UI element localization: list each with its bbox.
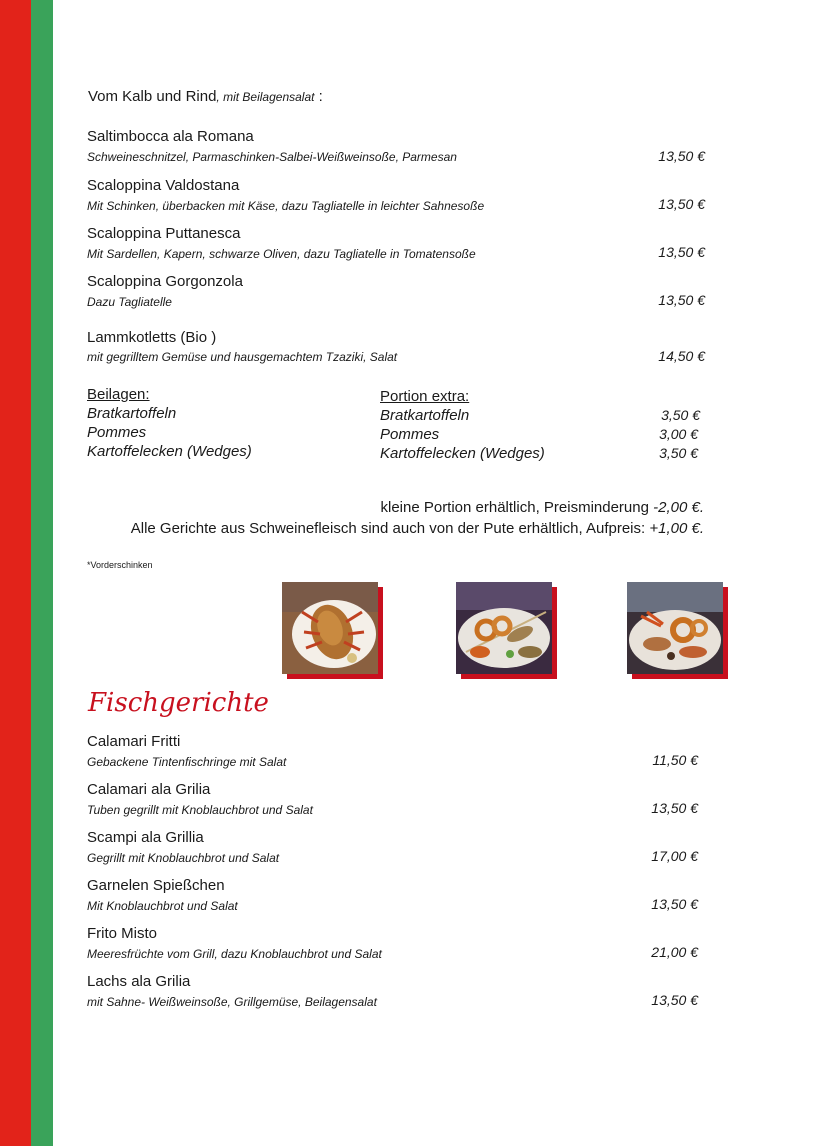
extra-portion-price: 3,00 € [659, 426, 698, 442]
menu-item-name: Saltimbocca ala Romana [87, 128, 254, 145]
menu-item-description: mit Sahne- Weißweinsoße, Grillgemüse, Beilagensalat [87, 995, 377, 1009]
seafood-skewer-photo [456, 582, 552, 674]
section-heading-subtitle: , mit Beilagensalat [216, 90, 315, 104]
menu-item-price: 17,00 € [651, 848, 698, 864]
menu-item-name: Lammkotletts (Bio ) [87, 329, 217, 346]
menu-item-description: Gegrillt mit Knoblauchbrot und Salat [87, 851, 280, 865]
extra-portion-price: 3,50 € [661, 407, 700, 423]
menu-item-description: Meeresfrüchte vom Grill, dazu Knoblauchbrot und Salat [87, 947, 382, 961]
menu-item-name: Scampi ala Grillia [87, 829, 204, 846]
extra-portion-item: Pommes [380, 426, 440, 443]
menu-item-price: 13,50 € [658, 244, 705, 260]
menu-item-description: Mit Knoblauchbrot und Salat [87, 899, 238, 913]
menu-item-name: Scaloppina Valdostana [87, 177, 240, 194]
flag-stripe-red [0, 0, 31, 1146]
menu-item-description: Mit Sardellen, Kapern, schwarze Oliven, dazu Tagliatelle in Tomatensoße [87, 247, 476, 261]
note-turkey-option-text: Alle Gerichte aus Schweinefleisch sind auch von der Pute erhältlich, Aufpreis: [130, 520, 650, 537]
menu-item-name: Frito Misto [87, 925, 158, 942]
menu-item-price: 13,50 € [658, 292, 705, 308]
menu-item-price: 13,50 € [651, 896, 698, 912]
note-small-portion [380, 499, 704, 516]
section-heading-title: Vom Kalb und Rind [88, 88, 217, 105]
menu-item-name: Scaloppina Gorgonzola [87, 273, 243, 290]
seafood-skewer-photo-image [456, 582, 552, 674]
seafood-platter-photo [627, 582, 723, 674]
grilled-fish-photo-image [282, 582, 378, 674]
grilled-fish-photo [282, 582, 378, 674]
note-small-portion-value: -2,00 €. [653, 499, 704, 516]
menu-item-description: mit gegrilltem Gemüse und hausgemachtem Tzaziki, Salat [87, 350, 398, 364]
side-item: Pommes [87, 424, 147, 441]
menu-item-description: Tuben gegrillt mit Knoblauchbrot und Salat [87, 803, 313, 817]
menu-item-name: Calamari ala Grilia [87, 781, 211, 798]
menu-item-name: Scaloppina Puttanesca [87, 225, 241, 242]
menu-item-price: 21,00 € [651, 944, 698, 960]
menu-item-description: Gebackene Tintenfischringe mit Salat [87, 755, 287, 769]
menu-item-price: 13,50 € [651, 992, 698, 1008]
menu-item-price: 13,50 € [651, 800, 698, 816]
extra-portion-label: Portion extra: [380, 388, 470, 405]
menu-item-description: Dazu Tagliatelle [87, 295, 172, 309]
seafood-platter-photo-image [627, 582, 723, 674]
note-small-portion-text: kleine Portion erhältlich, Preisminderung [380, 499, 654, 516]
menu-item-name: Lachs ala Grilia [87, 973, 191, 990]
sides-label: Beilagen: [87, 386, 150, 403]
menu-item-name: Garnelen Spießchen [87, 877, 225, 894]
section-title-fish: Fischgerichte [88, 688, 269, 718]
menu-item-price: 11,50 € [652, 752, 698, 768]
note-turkey-option-value: +1,00 €. [649, 520, 704, 537]
flag-stripe-green [31, 0, 53, 1146]
section-heading-meat [88, 88, 323, 105]
section-heading-colon: : [314, 88, 323, 105]
note-turkey-option [131, 520, 704, 537]
side-item: Kartoffelecken (Wedges) [87, 443, 252, 460]
menu-item-price: 13,50 € [658, 148, 705, 164]
menu-item-price: 14,50 € [658, 348, 705, 364]
extra-portion-price: 3,50 € [659, 445, 698, 461]
menu-item-name: Calamari Fritti [87, 733, 181, 750]
menu-item-description: Schweineschnitzel, Parmaschinken-Salbei-Weißweinsoße, Parmesan [87, 150, 457, 164]
footnote: *Vorderschinken [87, 560, 153, 570]
menu-item-price: 13,50 € [658, 196, 705, 212]
extra-portion-item: Kartoffelecken (Wedges) [380, 445, 545, 462]
extra-portion-item: Bratkartoffeln [380, 407, 470, 424]
side-item: Bratkartoffeln [87, 405, 177, 422]
menu-item-description: Mit Schinken, überbacken mit Käse, dazu Tagliatelle in leichter Sahnesoße [87, 199, 485, 213]
